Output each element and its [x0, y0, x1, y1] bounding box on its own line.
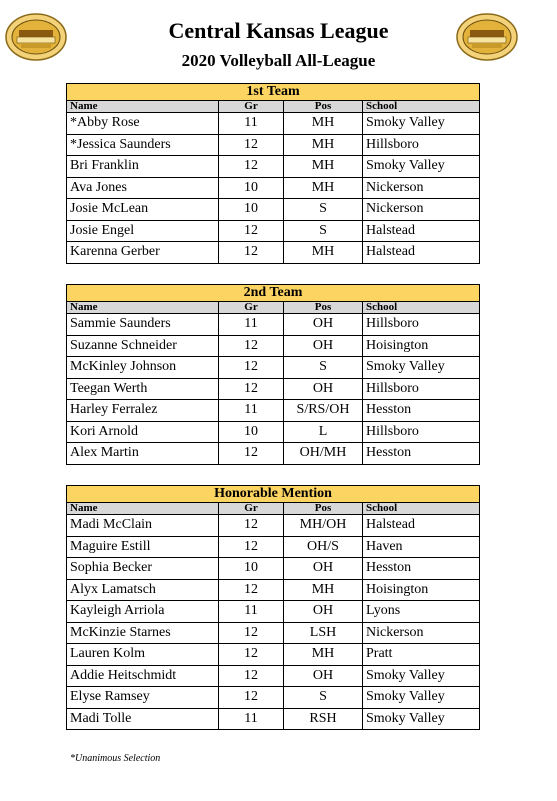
player-school: Hesston: [363, 558, 480, 580]
table-row: [67, 558, 480, 580]
player-position: S: [284, 687, 363, 709]
table-row: [67, 314, 480, 336]
column-header-school: School: [363, 302, 480, 314]
table-row: [67, 536, 480, 558]
player-name: Alyx Lamatsch: [67, 579, 219, 601]
player-grade: 12: [219, 687, 284, 709]
player-school: Nickerson: [363, 177, 480, 199]
player-name: Sammie Saunders: [67, 314, 219, 336]
player-position: RSH: [284, 708, 363, 730]
player-name: Kayleigh Arriola: [67, 601, 219, 623]
player-name: Madi McClain: [67, 515, 219, 537]
table-row: [67, 242, 480, 264]
table-row: [67, 443, 480, 465]
player-position: OH: [284, 378, 363, 400]
player-grade: 10: [219, 421, 284, 443]
player-position: S: [284, 199, 363, 221]
player-position: S/RS/OH: [284, 400, 363, 422]
player-school: Haven: [363, 536, 480, 558]
table-row: [67, 644, 480, 666]
player-school: Hillsboro: [363, 421, 480, 443]
player-name: Addie Heitschmidt: [67, 665, 219, 687]
section-title: 2nd Team: [67, 285, 480, 302]
column-header-position: Pos: [284, 302, 363, 314]
player-grade: 12: [219, 443, 284, 465]
table-row: [67, 220, 480, 242]
second-team-table: [66, 284, 480, 465]
player-school: Hillsboro: [363, 378, 480, 400]
column-header-school: School: [363, 503, 480, 515]
player-position: MH: [284, 113, 363, 135]
player-school: Pratt: [363, 644, 480, 666]
player-position: OH: [284, 314, 363, 336]
section-title: 1st Team: [67, 84, 480, 101]
player-school: Hesston: [363, 400, 480, 422]
player-grade: 12: [219, 622, 284, 644]
table-row: [67, 687, 480, 709]
first-team-table: [66, 83, 480, 264]
player-school: Hillsboro: [363, 314, 480, 336]
player-position: MH: [284, 134, 363, 156]
player-name: Harley Ferralez: [67, 400, 219, 422]
player-name: *Jessica Saunders: [67, 134, 219, 156]
player-name: McKinzie Starnes: [67, 622, 219, 644]
table-row: [67, 665, 480, 687]
column-header-grade: Gr: [219, 101, 284, 113]
player-position: L: [284, 421, 363, 443]
player-position: LSH: [284, 622, 363, 644]
footnote: *Unanimous Selection: [70, 753, 161, 764]
player-position: MH: [284, 156, 363, 178]
player-school: Hillsboro: [363, 134, 480, 156]
player-position: MH: [284, 579, 363, 601]
player-grade: 11: [219, 708, 284, 730]
player-name: Suzanne Schneider: [67, 335, 219, 357]
player-name: Maguire Estill: [67, 536, 219, 558]
player-name: Bri Franklin: [67, 156, 219, 178]
table-row: [67, 156, 480, 178]
player-school: Smoky Valley: [363, 156, 480, 178]
player-position: MH: [284, 242, 363, 264]
player-name: Josie Engel: [67, 220, 219, 242]
player-position: MH: [284, 177, 363, 199]
player-grade: 12: [219, 515, 284, 537]
page-subtitle: 2020 Volleyball All-League: [181, 51, 376, 70]
player-grade: 10: [219, 558, 284, 580]
player-name: Alex Martin: [67, 443, 219, 465]
player-grade: 12: [219, 536, 284, 558]
player-school: Nickerson: [363, 199, 480, 221]
honorable-mention-table: [66, 485, 480, 730]
player-position: OH: [284, 601, 363, 623]
player-school: Hesston: [363, 443, 480, 465]
table-row: [67, 622, 480, 644]
table-row: [67, 378, 480, 400]
player-school: Hoisington: [363, 579, 480, 601]
player-position: MH: [284, 644, 363, 666]
player-grade: 12: [219, 220, 284, 242]
table-row: [67, 113, 480, 135]
player-school: Smoky Valley: [363, 357, 480, 379]
player-position: OH/S: [284, 536, 363, 558]
player-position: S: [284, 220, 363, 242]
player-grade: 12: [219, 335, 284, 357]
table-row: [67, 335, 480, 357]
player-grade: 12: [219, 242, 284, 264]
player-name: Lauren Kolm: [67, 644, 219, 666]
player-position: S: [284, 357, 363, 379]
column-header-school: School: [363, 101, 480, 113]
player-position: OH: [284, 558, 363, 580]
player-school: Smoky Valley: [363, 665, 480, 687]
table-row: [67, 421, 480, 443]
column-header-position: Pos: [284, 101, 363, 113]
table-row: [67, 601, 480, 623]
table-row: [67, 708, 480, 730]
player-grade: 12: [219, 579, 284, 601]
player-position: OH: [284, 665, 363, 687]
player-school: Hoisington: [363, 335, 480, 357]
player-school: Halstead: [363, 220, 480, 242]
column-header-grade: Gr: [219, 503, 284, 515]
player-name: Kori Arnold: [67, 421, 219, 443]
table-row: [67, 515, 480, 537]
column-header-name: Name: [67, 302, 219, 314]
player-position: MH/OH: [284, 515, 363, 537]
player-grade: 12: [219, 357, 284, 379]
column-header-name: Name: [67, 101, 219, 113]
player-school: Halstead: [363, 242, 480, 264]
player-school: Smoky Valley: [363, 113, 480, 135]
player-grade: 12: [219, 156, 284, 178]
column-header-position: Pos: [284, 503, 363, 515]
table-row: [67, 400, 480, 422]
table-row: [67, 357, 480, 379]
table-row: [67, 579, 480, 601]
table-row: [67, 134, 480, 156]
player-name: Karenna Gerber: [67, 242, 219, 264]
player-name: Elyse Ramsey: [67, 687, 219, 709]
player-grade: 11: [219, 113, 284, 135]
player-grade: 11: [219, 314, 284, 336]
player-grade: 12: [219, 378, 284, 400]
player-school: Nickerson: [363, 622, 480, 644]
table-row: [67, 199, 480, 221]
player-name: Ava Jones: [67, 177, 219, 199]
section-title: Honorable Mention: [67, 486, 480, 503]
player-grade: 12: [219, 134, 284, 156]
column-header-name: Name: [67, 503, 219, 515]
player-name: Madi Tolle: [67, 708, 219, 730]
player-name: Teegan Werth: [67, 378, 219, 400]
page-title: Central Kansas League: [168, 18, 389, 43]
column-header-grade: Gr: [219, 302, 284, 314]
player-name: Sophia Becker: [67, 558, 219, 580]
player-school: Lyons: [363, 601, 480, 623]
table-row: [67, 177, 480, 199]
player-grade: 12: [219, 644, 284, 666]
player-school: Smoky Valley: [363, 687, 480, 709]
player-grade: 11: [219, 400, 284, 422]
player-grade: 12: [219, 665, 284, 687]
player-grade: 10: [219, 199, 284, 221]
player-position: OH/MH: [284, 443, 363, 465]
player-grade: 11: [219, 601, 284, 623]
player-grade: 10: [219, 177, 284, 199]
player-name: Josie McLean: [67, 199, 219, 221]
player-position: OH: [284, 335, 363, 357]
player-name: McKinley Johnson: [67, 357, 219, 379]
player-name: *Abby Rose: [67, 113, 219, 135]
player-school: Smoky Valley: [363, 708, 480, 730]
player-school: Halstead: [363, 515, 480, 537]
